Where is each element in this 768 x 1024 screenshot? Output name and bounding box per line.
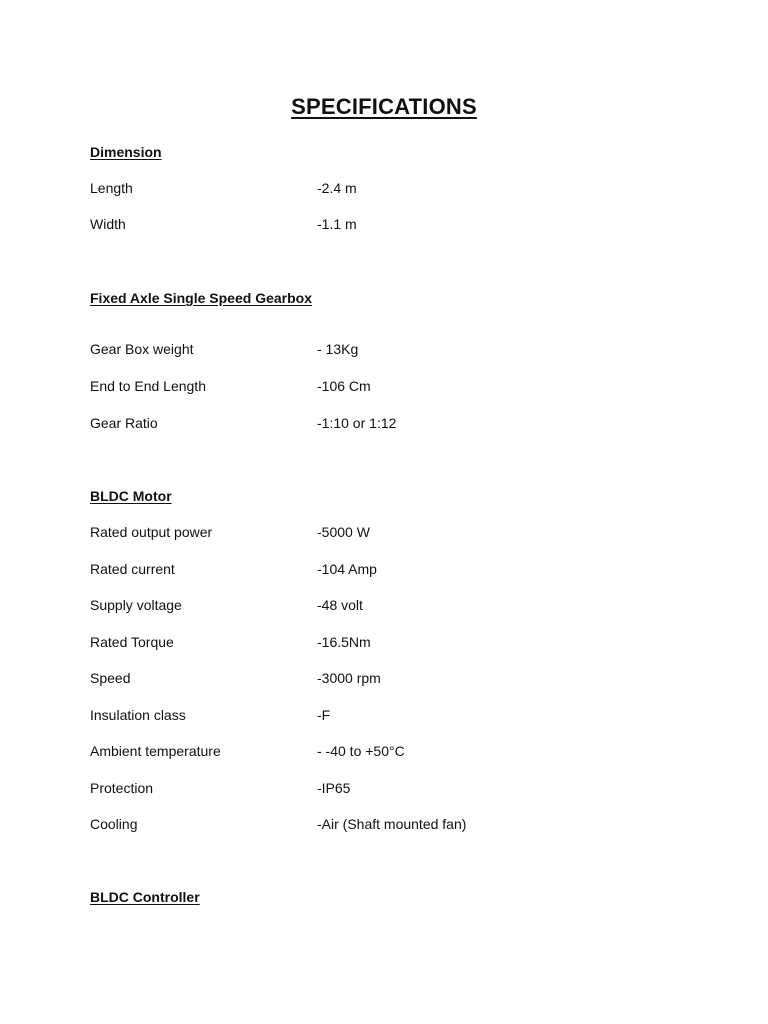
spec-value: -104 Amp [317, 561, 377, 577]
spec-value: -F [317, 707, 331, 723]
spec-label: Supply voltage [90, 597, 182, 613]
section-heading-dimension: Dimension [90, 144, 162, 160]
spec-row-rated-output-power [90, 524, 690, 544]
spec-value: -5000 W [317, 524, 370, 540]
spec-value: -1.1 m [317, 216, 357, 232]
spec-label: Length [90, 180, 133, 196]
spec-label: Protection [90, 780, 154, 796]
spec-label: Speed [90, 670, 131, 686]
spec-row-length [90, 180, 690, 200]
spec-label: Rated output power [90, 524, 213, 540]
spec-row-insulation-class [90, 707, 690, 727]
spec-row-protection [90, 780, 690, 800]
spec-value: -16.5Nm [317, 634, 371, 650]
spec-row-ambient-temperature [90, 743, 690, 763]
spec-row-rated-torque [90, 634, 690, 654]
spec-row-supply-voltage [90, 597, 690, 617]
spec-value: - -40 to +50°C [317, 743, 405, 759]
spec-label: Rated Torque [90, 634, 174, 650]
spec-value: -2.4 m [317, 180, 357, 196]
spec-value: -1:10 or 1:12 [317, 415, 397, 431]
section-heading-bldc-motor: BLDC Motor [90, 488, 172, 504]
spec-label: Ambient temperature [90, 743, 221, 759]
spec-value: - 13Kg [317, 341, 359, 357]
spec-label: Gear Box weight [90, 341, 194, 357]
spec-label: Rated current [90, 561, 175, 577]
spec-value: -IP65 [317, 780, 351, 796]
spec-row-rated-current [90, 561, 690, 581]
spec-label: Cooling [90, 816, 138, 832]
section-heading-gearbox: Fixed Axle Single Speed Gearbox [90, 290, 312, 306]
spec-row-gear-ratio [90, 415, 690, 435]
spec-row-width [90, 216, 690, 236]
spec-label: Gear Ratio [90, 415, 158, 431]
spec-label: End to End Length [90, 378, 206, 394]
spec-label: Insulation class [90, 707, 186, 723]
spec-row-gearbox-weight [90, 341, 690, 361]
spec-value: -48 volt [317, 597, 363, 613]
spec-value: -3000 rpm [317, 670, 381, 686]
section-heading-bldc-controller: BLDC Controller [90, 889, 200, 905]
spec-value: -Air (Shaft mounted fan) [317, 816, 467, 832]
spec-value: -106 Cm [317, 378, 371, 394]
page-title: SPECIFICATIONS [291, 94, 477, 119]
spec-row-end-to-end-length [90, 378, 690, 398]
spec-label: Width [90, 216, 126, 232]
spec-row-cooling [90, 816, 690, 836]
spec-row-speed [90, 670, 690, 690]
